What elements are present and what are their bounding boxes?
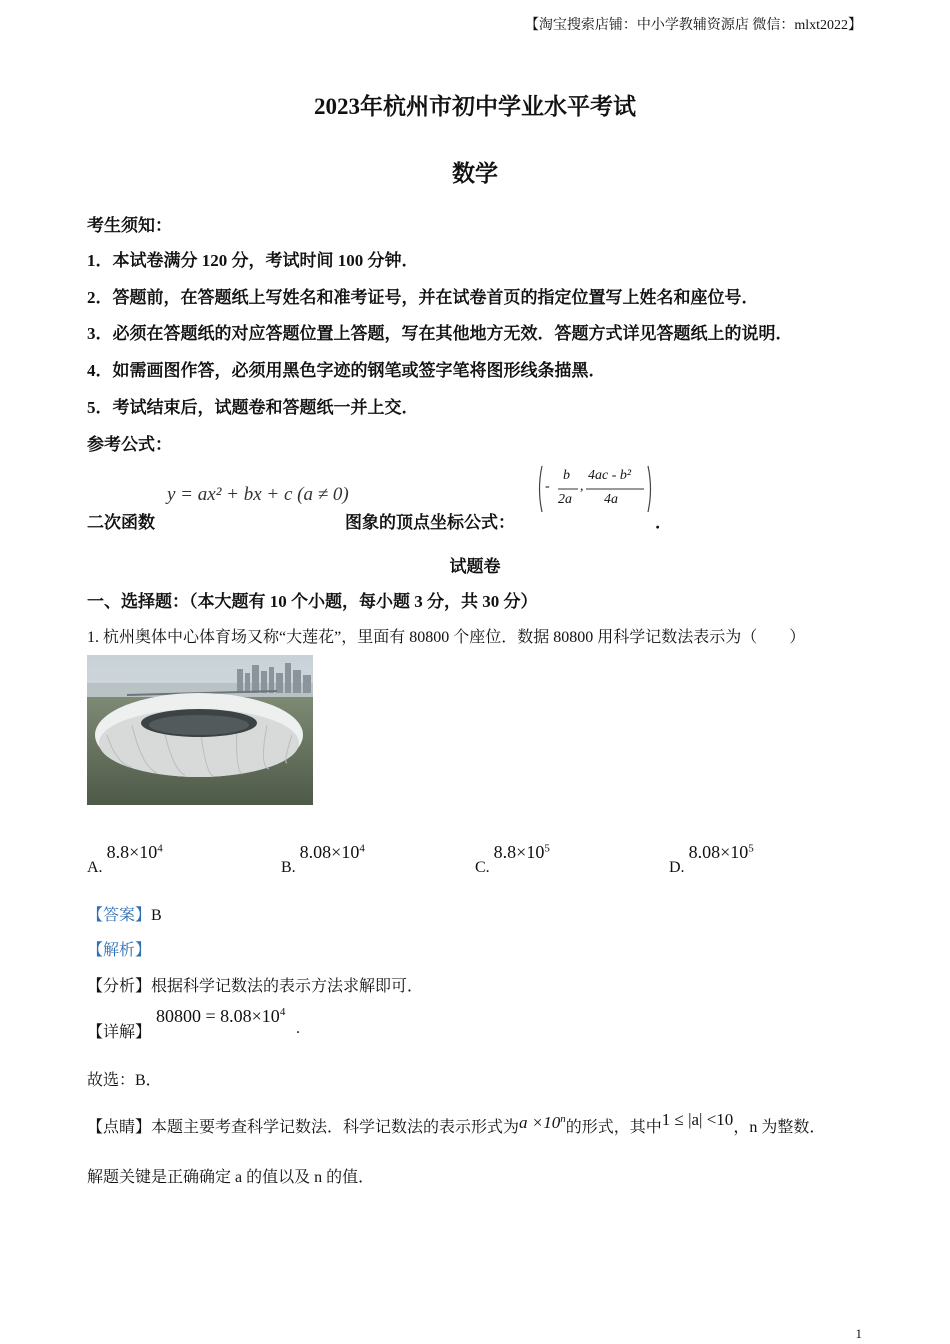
analysis-fenxi: 【分析】根据科学记数法的表示方法求解即可． (87, 978, 424, 995)
option-b-label: B. (281, 859, 296, 876)
comment-text-3: ，n 为整数． (733, 1119, 826, 1136)
detail-formula-text: 80800 = 8.08×10 (156, 1006, 280, 1026)
notice-item-5: 5．考试结束后，试题卷和答题纸一并上交． (87, 398, 419, 417)
formula-prefix: 二次函数 (87, 513, 155, 532)
exam-title: 2023年杭州市初中学业水平考试 (314, 94, 636, 119)
option-c-label: C. (475, 859, 490, 876)
notice-item-3: 3．必须在答题纸的对应答题位置上答题，写在其他地方无效．答题方式详见答题纸上的说明． (87, 324, 793, 343)
comment-range: 1 ≤ |a| <10 (661, 1110, 734, 1129)
option-a-value: 8.8×10 (106, 842, 158, 862)
header-note: 【淘宝搜索店铺：中小学教辅资源店 微信：mlxt2022】 (524, 18, 862, 33)
option-b (281, 842, 365, 876)
comment-form: a ×10 (519, 1113, 561, 1132)
vertex-x-denominator: 2a (558, 492, 572, 507)
notice-heading: 考生须知： (87, 216, 172, 235)
comment-form-exponent: n (560, 1112, 566, 1125)
comment-tag: 【点睛】 (87, 1119, 152, 1136)
option-b-value: 8.08×10 (299, 842, 360, 862)
option-d-exponent: 5 (748, 842, 754, 855)
option-b-exponent: 4 (359, 842, 365, 855)
page-number: 1 (855, 1326, 862, 1341)
quadratic-function: y = ax² + bx + c (a ≠ 0) (167, 484, 349, 505)
vertex-y-numerator: 4ac - b² (588, 468, 632, 483)
analysis-tag: 【解析】 (87, 942, 152, 959)
detail-end: . (296, 1020, 300, 1037)
section-one-title: 一、选择题：（本大题有 10 个小题，每小题 3 分，共 30 分） (87, 592, 538, 611)
notice-item-2: 2．答题前，在答题纸上写姓名和准考证号，并在试卷首页的指定位置写上姓名和座位号． (87, 288, 759, 307)
choose-line: 故选：B． (87, 1072, 162, 1089)
option-a-exponent: 4 (157, 842, 163, 855)
notice-item-4: 4．如需画图作答，必须用黑色字迹的钢笔或签字笔将图形线条描黑． (87, 361, 606, 380)
question-1-stem: 1. 杭州奥体中心体育场又称“大莲花”，里面有 80800 个座位．数据 80800 用科学记数法表示为（ ） (87, 629, 806, 646)
option-c-exponent: 5 (544, 842, 550, 855)
comment-text-2: 的形式，其中 (565, 1119, 662, 1136)
answer-value: B (151, 907, 162, 924)
detail-formula-exponent: 4 (279, 1006, 286, 1018)
vertex-x-numerator: b (563, 468, 570, 483)
formula-middle: 图象的顶点坐标公式： (345, 513, 515, 532)
comment-line (87, 1110, 826, 1137)
option-d-label: D. (669, 859, 685, 876)
comment-text-1: 本题主要考查科学记数法．科学记数法的表示形式为 (151, 1119, 520, 1136)
vertex-formula (536, 464, 654, 514)
comment-line-2: 解题关键是正确确定 a 的值以及 n 的值． (87, 1169, 375, 1186)
option-c (475, 842, 550, 876)
answer-line (87, 902, 162, 925)
option-d-value: 8.08×10 (688, 842, 749, 862)
option-d (669, 842, 754, 876)
option-c-value: 8.8×10 (493, 842, 545, 862)
vertex-y-denominator: 4a (604, 492, 618, 507)
detail-formula (156, 1006, 285, 1027)
subject-title: 数学 (452, 161, 498, 186)
formula-end: ． (655, 513, 672, 532)
formula-heading: 参考公式： (87, 435, 172, 454)
answer-tag: 【答案】 (87, 907, 152, 924)
stadium-photo (87, 655, 313, 805)
notice-item-1: 1．本试卷满分 120 分，考试时间 100 分钟． (87, 251, 419, 270)
paper-section-title: 试题卷 (449, 557, 501, 576)
comma: , (580, 479, 584, 494)
detail-tag: 【详解】 (87, 1024, 152, 1041)
minus-sign: - (545, 479, 550, 494)
option-a (87, 842, 163, 876)
option-a-label: A. (87, 859, 103, 876)
